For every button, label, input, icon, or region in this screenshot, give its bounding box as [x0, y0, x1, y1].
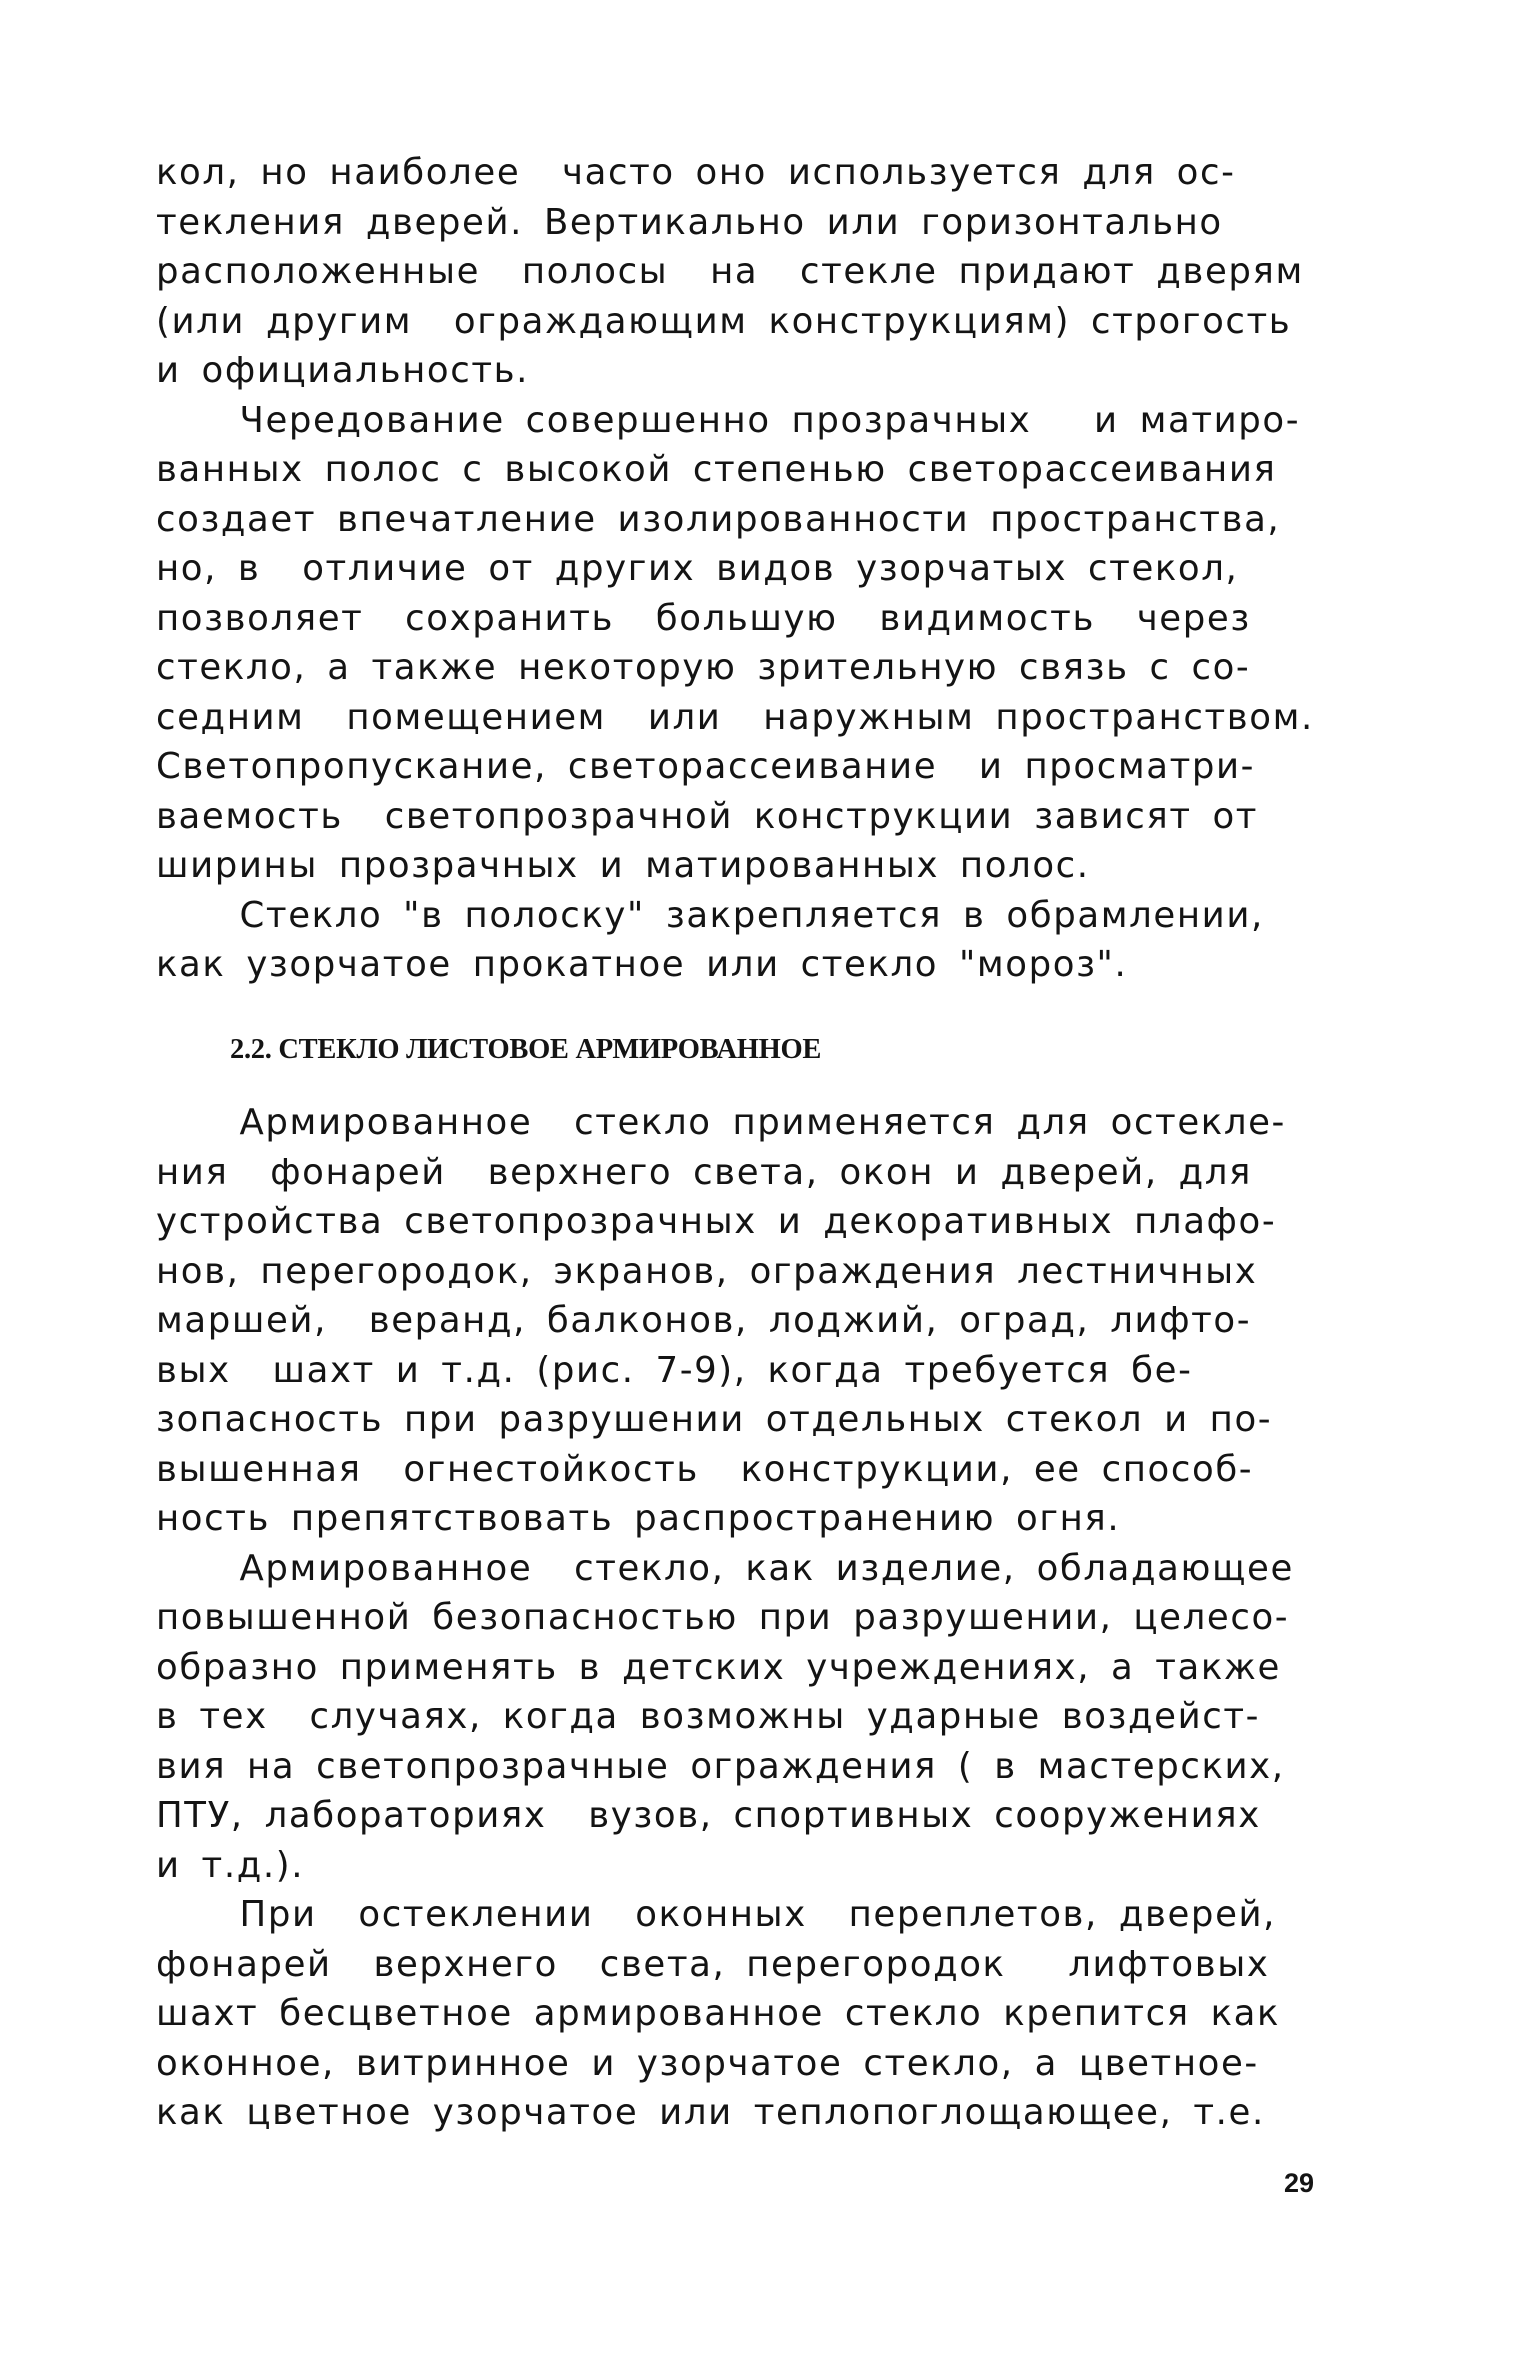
text-line: создает впечатление изолированности пространства,	[156, 498, 1281, 540]
text-line: но, в отличие от других видов узорчатых стекол,	[156, 548, 1239, 589]
text-line: ность препятствовать распространению огня.	[156, 1498, 1121, 1539]
text-line: вых шахт и т.д. (рис. 7-9), когда требуется бе-	[156, 1349, 1193, 1391]
text-line: устройства светопрозрачных и декоративных плафо-	[156, 1201, 1277, 1242]
text-line: расположенные полосы на стекле придают дверям	[156, 251, 1304, 292]
text-line: При остеклении оконных переплетов, дверей,	[156, 1894, 1277, 1935]
text-line: кол, но наиболее часто оно используется для ос-	[156, 152, 1236, 193]
text-line: как узорчатое прокатное или стекло "мороз".	[156, 944, 1128, 985]
text-line: зопасность при разрушении отдельных стекол и по-	[156, 1399, 1273, 1440]
text-line: Чередование совершенно прозрачных и матиро-	[156, 399, 1301, 441]
text-line: ПТУ, лабораториях вузов, спортивных сооружениях	[156, 1795, 1261, 1836]
text-line: маршей, веранд, балконов, лоджий, оград, лифто-	[156, 1300, 1252, 1341]
text-line: Стекло "в полоску" закрепляется в обрамлении,	[156, 894, 1264, 936]
text-line: текления дверей. Вертикально или горизонтально	[156, 201, 1223, 243]
text-line: ния фонарей верхнего света, окон и дверей, для	[156, 1151, 1252, 1193]
text-line: ширины прозрачных и матированных полос.	[156, 845, 1090, 886]
text-line: седним помещением или наружным пространством.	[156, 696, 1314, 738]
text-line: ваемость светопрозрачной конструкции зависят от	[156, 795, 1259, 837]
body-text-top	[156, 148, 1362, 990]
text-line: нов, перегородок, экранов, ограждения лестничных	[156, 1250, 1258, 1292]
text-line: как цветное узорчатое или теплопоглощающее, т.е.	[156, 2092, 1265, 2133]
text-line: Армированное стекло, как изделие, обладающее	[156, 1547, 1294, 1589]
text-line: и официальность.	[156, 350, 530, 391]
text-line: повышенной безопасностью при разрушении, целесо-	[156, 1597, 1290, 1638]
text-line: вия на светопрозрачные ограждения ( в мастерских,	[156, 1745, 1285, 1787]
text-line: стекло, а также некоторую зрительную связь с со-	[156, 647, 1251, 688]
text-line: фонарей верхнего света, перегородок лифтовых	[156, 1943, 1270, 1985]
text-line: Армированное стекло применяется для остекле-	[156, 1102, 1286, 1143]
body-text-bottom	[156, 1098, 1362, 2138]
text-line: в тех случаях, когда возможны ударные воздейст-	[156, 1696, 1261, 1737]
text-line: оконное, витринное и узорчатое стекло, а цветное-	[156, 2042, 1259, 2084]
text-line: ванных полос с высокой степенью светорассеивания	[156, 449, 1277, 490]
section-heading: 2.2. СТЕКЛО ЛИСТОВОЕ АРМИРОВАННОЕ	[230, 1034, 822, 1065]
text-line: вышенная огнестойкость конструкции, ее способ-	[156, 1448, 1254, 1490]
text-line: и т.д.).	[156, 1844, 305, 1886]
page-number: 29	[1284, 2168, 1315, 2198]
text-line: Светопропускание, светорассеивание и просматри-	[156, 746, 1256, 787]
text-line: шахт бесцветное армированное стекло крепится как	[156, 1993, 1281, 2034]
text-line: (или другим ограждающим конструкциям) строгость	[156, 300, 1292, 342]
text-line: образно применять в детских учреждениях, а также	[156, 1646, 1281, 1688]
text-line: позволяет сохранить большую видимость через	[156, 597, 1251, 639]
